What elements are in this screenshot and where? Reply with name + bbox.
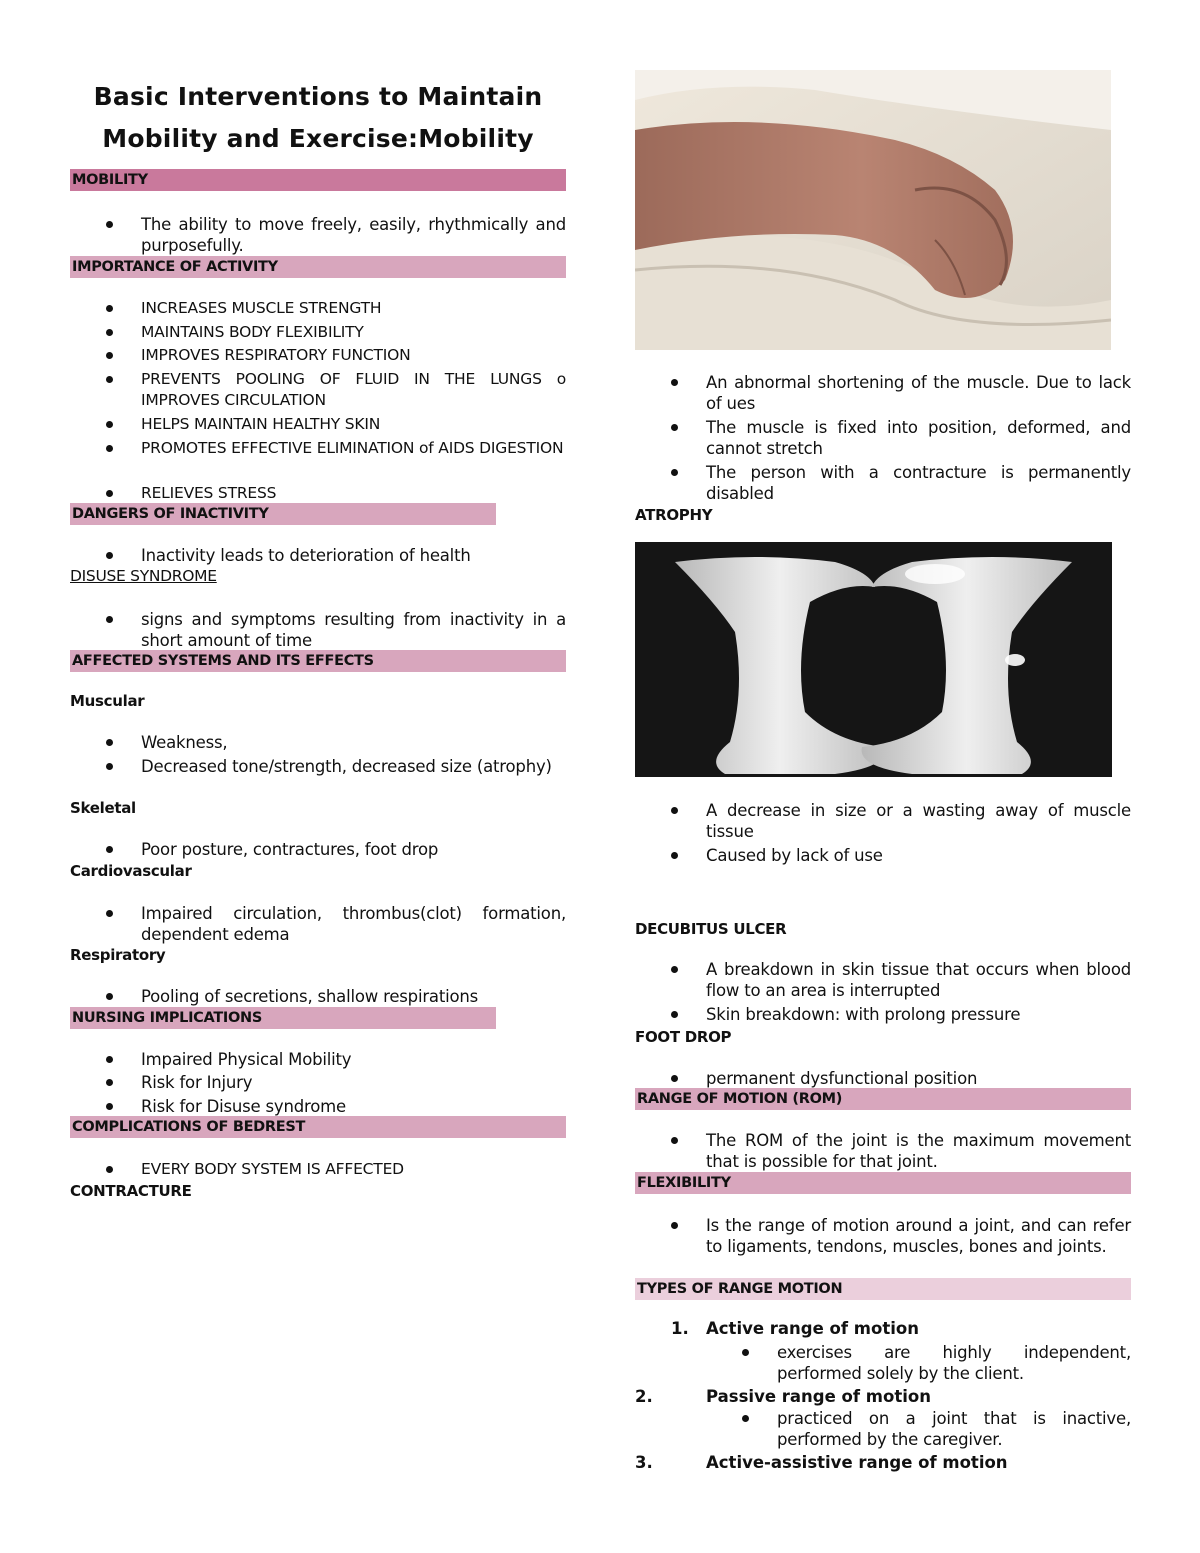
list-item: Weakness,: [70, 732, 566, 753]
list-item: The person with a contracture is permanently disabled: [635, 462, 1131, 504]
bullet-icon: [671, 379, 678, 386]
subheading-skeletal: Skeletal: [70, 799, 136, 817]
subheading-contracture: CONTRACTURE: [70, 1182, 192, 1200]
list-item: Inactivity leads to deterioration of health: [70, 545, 566, 566]
page-title: [70, 76, 566, 160]
numbered-item-1: 1. Active range of motion: [671, 1319, 919, 1338]
list-item: permanent dysfunctional position: [635, 1068, 1131, 1089]
heading-mobility: MOBILITY: [70, 169, 566, 191]
bullet-icon: [671, 966, 678, 973]
subheading-atrophy: ATROPHY: [635, 506, 713, 524]
list-item: Impaired Physical Mobility: [70, 1049, 566, 1070]
bullet-icon: [106, 552, 113, 559]
list-item: Pooling of secretions, shallow respirations: [70, 986, 566, 1007]
heading-importance: IMPORTANCE OF ACTIVITY: [70, 256, 566, 278]
bullet-icon: [106, 1103, 113, 1110]
bullet-icon: [106, 1056, 113, 1063]
numbered-item-2: 2. Passive range of motion: [635, 1387, 931, 1406]
subheading-decubitus-ulcer: DECUBITUS ULCER: [635, 920, 787, 938]
bullet-icon: [671, 807, 678, 814]
heading-range-of-motion: RANGE OF MOTION (ROM): [635, 1088, 1131, 1110]
bullet-icon: [742, 1415, 749, 1422]
bullet-icon: [671, 1137, 678, 1144]
list-item: signs and symptoms resulting from inactivity in a short amount of time: [70, 609, 566, 651]
subheading-muscular: Muscular: [70, 692, 145, 710]
bullet-icon: [742, 1349, 749, 1356]
list-item: Risk for Injury: [70, 1072, 566, 1093]
list-item: Poor posture, contractures, foot drop: [70, 839, 566, 860]
heading-complications: COMPLICATIONS OF BEDREST: [70, 1116, 566, 1138]
bullet-icon: [106, 1166, 113, 1173]
bullet-icon: [106, 739, 113, 746]
subheading-respiratory: Respiratory: [70, 946, 166, 964]
bullet-icon: [671, 424, 678, 431]
bullet-icon: [671, 469, 678, 476]
list-item: PREVENTS POOLING OF FLUID IN THE LUNGS o IMPROVES CIRCULATION: [70, 369, 566, 411]
list-item: Impaired circulation, thrombus(clot) formation, dependent edema: [70, 903, 566, 945]
bullet-icon: [106, 763, 113, 770]
list-item: RELIEVES STRESS: [70, 483, 566, 504]
title-line-2: Mobility and Exercise:Mobility: [102, 124, 534, 153]
list-item: A breakdown in skin tissue that occurs when blood flow to an area is interrupted: [635, 959, 1131, 1001]
list-item: The ability to move freely, easily, rhythmically and purposefully.: [70, 214, 566, 256]
list-item: practiced on a joint that is inactive, performed by the caregiver.: [635, 1408, 1131, 1450]
title-line-1: Basic Interventions to Maintain: [93, 82, 543, 111]
bullet-icon: [106, 376, 113, 383]
bullet-icon: [106, 329, 113, 336]
contracture-hand-photo: [635, 70, 1111, 350]
bullet-icon: [671, 1222, 678, 1229]
bullet-icon: [106, 421, 113, 428]
bullet-icon: [671, 852, 678, 859]
bullet-icon: [106, 1079, 113, 1086]
bullet-icon: [106, 305, 113, 312]
bullet-icon: [106, 616, 113, 623]
bullet-icon: [106, 221, 113, 228]
bullet-icon: [106, 445, 113, 452]
list-item: PROMOTES EFFECTIVE ELIMINATION of AIDS DIGESTION: [70, 438, 566, 459]
bullet-icon: [106, 846, 113, 853]
list-item: Skin breakdown: with prolong pressure: [635, 1004, 1131, 1025]
list-item: INCREASES MUSCLE STRENGTH: [70, 298, 566, 319]
bullet-icon: [671, 1011, 678, 1018]
list-item: EVERY BODY SYSTEM IS AFFECTED: [70, 1159, 566, 1180]
atrophy-legs-photo: [635, 542, 1112, 777]
list-item: Decreased tone/strength, decreased size (atrophy): [70, 756, 566, 777]
heading-flexibility: FLEXIBILITY: [635, 1172, 1131, 1194]
list-item: MAINTAINS BODY FLEXIBILITY: [70, 322, 566, 343]
heading-affected-systems: AFFECTED SYSTEMS AND ITS EFFECTS: [70, 650, 566, 672]
atrophy-legs-image: [635, 542, 1112, 777]
list-item: exercises are highly independent, performed solely by the client.: [635, 1342, 1131, 1384]
heading-types-of-range-motion: TYPES OF RANGE MOTION: [635, 1278, 1131, 1300]
bullet-icon: [106, 352, 113, 359]
list-item: The muscle is fixed into position, deformed, and cannot stretch: [635, 417, 1131, 459]
list-item: IMPROVES RESPIRATORY FUNCTION: [70, 345, 566, 366]
bullet-icon: [106, 490, 113, 497]
bullet-icon: [106, 993, 113, 1000]
contracture-hand-image: [635, 70, 1111, 350]
bullet-icon: [671, 1075, 678, 1082]
bullet-icon: [106, 910, 113, 917]
numbered-item-3: 3. Active-assistive range of motion: [635, 1453, 1008, 1472]
heading-dangers: DANGERS OF INACTIVITY: [70, 503, 496, 525]
list-item: Caused by lack of use: [635, 845, 1131, 866]
list-item: A decrease in size or a wasting away of muscle tissue: [635, 800, 1131, 842]
heading-nursing-implications: NURSING IMPLICATIONS: [70, 1007, 496, 1029]
list-item: HELPS MAINTAIN HEALTHY SKIN: [70, 414, 566, 435]
list-item: Is the range of motion around a joint, and can refer to ligaments, tendons, muscles, bones and joints.: [635, 1215, 1131, 1257]
list-item: Risk for Disuse syndrome: [70, 1096, 566, 1117]
disuse-syndrome-label: DISUSE SYNDROME: [70, 567, 217, 585]
list-item: The ROM of the joint is the maximum movement that is possible for that joint.: [635, 1130, 1131, 1172]
subheading-foot-drop: FOOT DROP: [635, 1028, 732, 1046]
list-item: An abnormal shortening of the muscle. Due to lack of ues: [635, 372, 1131, 414]
subheading-cardiovascular: Cardiovascular: [70, 862, 192, 880]
